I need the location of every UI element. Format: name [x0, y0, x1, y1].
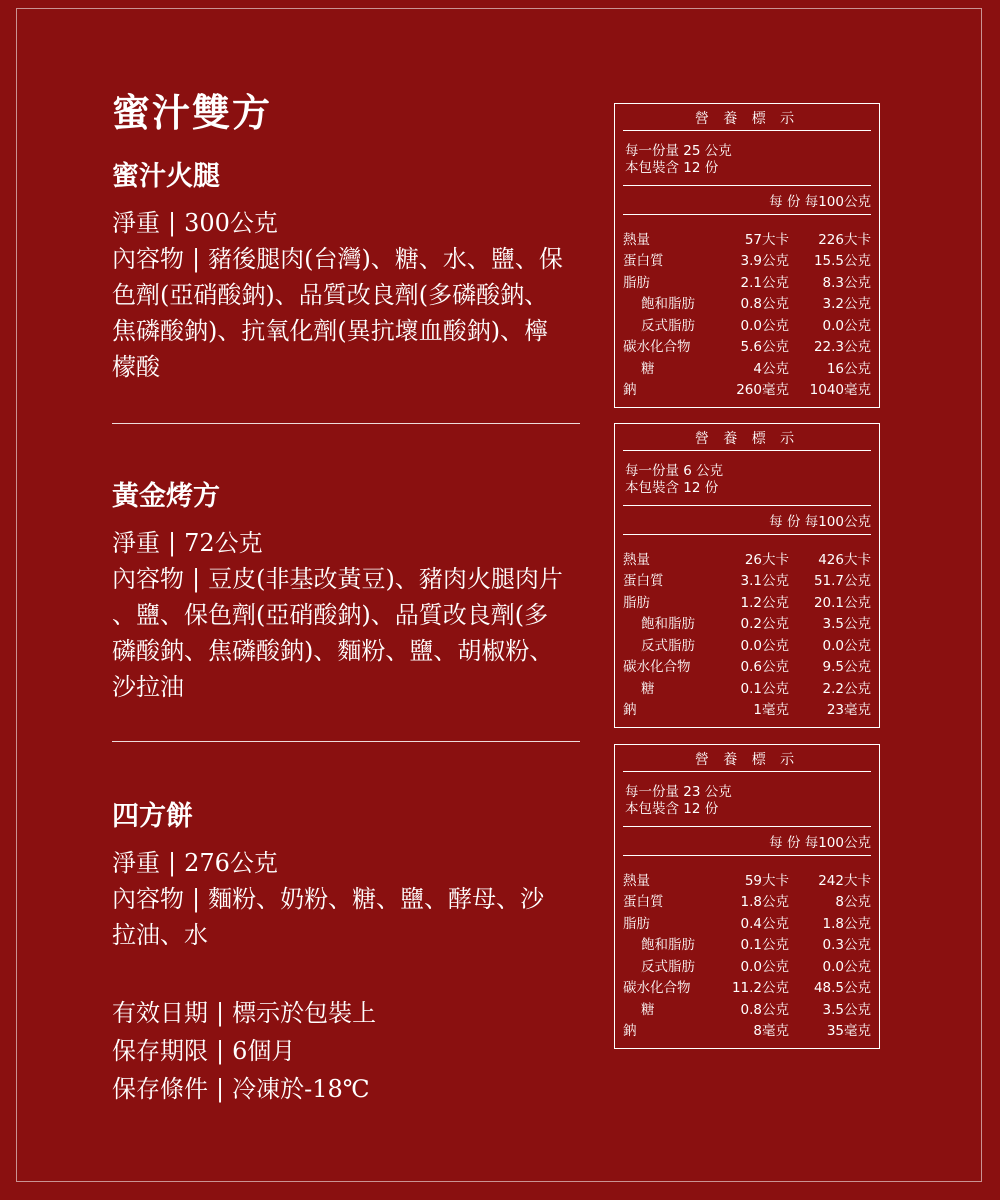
nutrient-label: 蛋白質 [623, 573, 664, 590]
per-serving-value: 4公克 [753, 360, 789, 377]
nutrition-row [623, 933, 871, 955]
nutrition-rows [623, 856, 871, 1040]
per-serving-value: 0.0公克 [740, 958, 789, 975]
nutrition-row [623, 313, 871, 335]
nutrition-table-3 [614, 744, 880, 1049]
per-100g-value: 1040毫克 [809, 382, 871, 399]
nutrition-row [623, 335, 871, 357]
nutrition-title: 營 養 標 示 [623, 424, 871, 451]
per-serving-value: 8毫克 [753, 1023, 789, 1040]
ingredients-line: 內容物 | 豬後腿肉(台灣)、糖、水、鹽、保 [112, 245, 563, 273]
nutrition-row [623, 698, 871, 720]
nutrient-label: 鈉 [623, 1023, 637, 1040]
product-section-2 [112, 474, 592, 705]
nutrient-label: 蛋白質 [623, 894, 664, 911]
per-serving-value: 11.2公克 [731, 980, 789, 997]
column-header: 每 份 每100公克 [623, 506, 871, 535]
storage-condition-line: 保存條件 | 冷凍於-18℃ [112, 1075, 370, 1103]
nutrition-row [623, 868, 871, 890]
per-100g-value: 3.5公克 [822, 1001, 871, 1018]
per-100g-value: 23毫克 [826, 702, 871, 719]
per-100g-value: 15.5公克 [813, 253, 871, 270]
nutrient-label: 碳水化合物 [623, 980, 691, 997]
per-100g-value: 1.8公克 [822, 915, 871, 932]
nutrition-row [623, 911, 871, 933]
per-serving-value: 0.8公克 [740, 1001, 789, 1018]
nutrition-row [623, 227, 871, 249]
nutrition-row [623, 612, 871, 634]
ingredients-line: 內容物 | 豆皮(非基改黃豆)、豬肉火腿肉片 [112, 565, 563, 593]
per-serving-value: 26大卡 [744, 551, 789, 568]
section-divider [112, 423, 580, 424]
nutrition-row [623, 676, 871, 698]
nutrient-label: 糖 [641, 360, 655, 377]
nutrition-table-2 [614, 423, 880, 728]
nutrient-label: 鈉 [623, 382, 637, 399]
nutrient-label: 碳水化合物 [623, 339, 691, 356]
per-serving-value: 2.1公克 [740, 274, 789, 291]
per-100g-value: 48.5公克 [813, 980, 871, 997]
product-section-3 [112, 794, 592, 953]
nutrient-label: 飽和脂肪 [641, 937, 695, 954]
nutrient-label: 鈉 [623, 702, 637, 719]
per-serving-value: 0.8公克 [740, 296, 789, 313]
per-100g-value: 242大卡 [818, 872, 871, 889]
per-100g-value: 16公克 [826, 360, 871, 377]
ingredients-line: 磷酸鈉、焦磷酸鈉)、麵粉、鹽、胡椒粉、 [112, 637, 554, 665]
ingredients-line: 內容物 | 麵粉、奶粉、糖、鹽、酵母、沙 [112, 885, 545, 913]
weight-line: 淨重 | 300公克 [112, 209, 278, 237]
expiry-line: 有效日期 | 標示於包裝上 [112, 999, 377, 1027]
page-title: 蜜汁雙方 [112, 90, 273, 135]
per-100g-value: 35毫克 [826, 1023, 871, 1040]
per-serving-value: 0.6公克 [740, 659, 789, 676]
section-divider [112, 741, 580, 742]
per-serving-value: 1.2公克 [740, 594, 789, 611]
ingredients-line: 拉油、水 [112, 921, 208, 949]
nutrition-row [623, 976, 871, 998]
nutrition-row [623, 890, 871, 912]
per-100g-value: 0.3公克 [822, 937, 871, 954]
shelf-life-line: 保存期限 | 6個月 [112, 1037, 296, 1065]
per-serving-value: 5.6公克 [740, 339, 789, 356]
nutrient-label: 飽和脂肪 [641, 296, 695, 313]
per-serving-value: 0.0公克 [740, 637, 789, 654]
nutrition-row [623, 997, 871, 1019]
ingredients-line: 色劑(亞硝酸鈉)、品質改良劑(多磷酸鈉、 [112, 281, 549, 309]
nutrient-label: 反式脂肪 [641, 317, 695, 334]
nutrient-label: 脂肪 [623, 915, 650, 932]
per-serving-value: 1毫克 [753, 702, 789, 719]
servings-per-pack: 本包裝含 12 份 [625, 480, 719, 496]
serving-info [623, 772, 871, 827]
nutrition-row [623, 249, 871, 271]
per-serving-value: 3.9公克 [740, 253, 789, 270]
nutrition-title: 營 養 標 示 [623, 104, 871, 131]
weight-line: 淨重 | 276公克 [112, 849, 278, 877]
nutrient-label: 熱量 [623, 872, 650, 889]
nutrition-row [623, 569, 871, 591]
ingredients-line: 、鹽、保色劑(亞硝酸鈉)、品質改良劑(多 [112, 601, 549, 629]
nutrient-label: 熱量 [623, 231, 650, 248]
serving-size: 每一份量 23 公克 [625, 784, 732, 800]
product-section-1 [112, 154, 592, 385]
per-100g-value: 8公克 [835, 894, 871, 911]
product-name: 蜜汁火腿 [112, 161, 220, 192]
nutrition-row [623, 655, 871, 677]
product-name: 四方餅 [112, 801, 193, 832]
per-100g-value: 0.0公克 [822, 958, 871, 975]
column-header: 每 份 每100公克 [623, 186, 871, 215]
weight-value: 276公克 [184, 849, 278, 877]
nutrient-label: 碳水化合物 [623, 659, 691, 676]
serving-size: 每一份量 25 公克 [625, 143, 732, 159]
per-100g-value: 0.0公克 [822, 637, 871, 654]
nutrition-table-1 [614, 103, 880, 408]
nutrition-row [623, 590, 871, 612]
per-serving-value: 57大卡 [744, 231, 789, 248]
per-serving-value: 260毫克 [736, 382, 789, 399]
nutrient-label: 飽和脂肪 [641, 616, 695, 633]
per-serving-value: 0.0公克 [740, 317, 789, 334]
per-serving-value: 0.2公克 [740, 616, 789, 633]
ingredients-line: 檬酸 [112, 353, 160, 381]
nutrient-label: 脂肪 [623, 594, 650, 611]
nutrition-row [623, 378, 871, 400]
per-100g-value: 3.5公克 [822, 616, 871, 633]
ingredients-line: 沙拉油 [112, 673, 184, 701]
nutrient-label: 熱量 [623, 551, 650, 568]
nutrition-row [623, 356, 871, 378]
nutrition-rows [623, 535, 871, 719]
per-100g-value: 51.7公克 [813, 573, 871, 590]
per-serving-value: 1.8公克 [740, 894, 789, 911]
serving-size: 每一份量 6 公克 [625, 463, 724, 479]
storage-info [112, 994, 376, 1108]
column-header: 每 份 每100公克 [623, 827, 871, 856]
per-serving-value: 0.4公克 [740, 915, 789, 932]
per-100g-value: 426大卡 [818, 551, 871, 568]
product-name: 黃金烤方 [112, 481, 220, 512]
ingredients-line: 焦磷酸鈉)、抗氧化劑(異抗壞血酸鈉)、檸 [112, 317, 549, 345]
weight-value: 300公克 [184, 209, 278, 237]
nutrition-row [623, 292, 871, 314]
weight-value: 72公克 [184, 529, 263, 557]
nutrition-row [623, 1019, 871, 1041]
per-100g-value: 22.3公克 [813, 339, 871, 356]
per-serving-value: 3.1公克 [740, 573, 789, 590]
nutrition-row [623, 954, 871, 976]
nutrient-label: 蛋白質 [623, 253, 664, 270]
serving-info [623, 451, 871, 506]
per-serving-value: 0.1公克 [740, 680, 789, 697]
per-serving-value: 59大卡 [744, 872, 789, 889]
nutrient-label: 反式脂肪 [641, 637, 695, 654]
nutrient-label: 糖 [641, 1001, 655, 1018]
weight-line: 淨重 | 72公克 [112, 529, 263, 557]
servings-per-pack: 本包裝含 12 份 [625, 801, 719, 817]
nutrition-row [623, 270, 871, 292]
nutrient-label: 反式脂肪 [641, 958, 695, 975]
per-100g-value: 2.2公克 [822, 680, 871, 697]
servings-per-pack: 本包裝含 12 份 [625, 160, 719, 176]
serving-info [623, 131, 871, 186]
nutrient-label: 糖 [641, 680, 655, 697]
nutrition-title: 營 養 標 示 [623, 745, 871, 772]
nutrition-rows [623, 215, 871, 399]
nutrition-row [623, 547, 871, 569]
per-100g-value: 3.2公克 [822, 296, 871, 313]
per-100g-value: 20.1公克 [813, 594, 871, 611]
per-serving-value: 0.1公克 [740, 937, 789, 954]
per-100g-value: 9.5公克 [822, 659, 871, 676]
per-100g-value: 226大卡 [818, 231, 871, 248]
nutrient-label: 脂肪 [623, 274, 650, 291]
per-100g-value: 0.0公克 [822, 317, 871, 334]
nutrition-row [623, 633, 871, 655]
per-100g-value: 8.3公克 [822, 274, 871, 291]
